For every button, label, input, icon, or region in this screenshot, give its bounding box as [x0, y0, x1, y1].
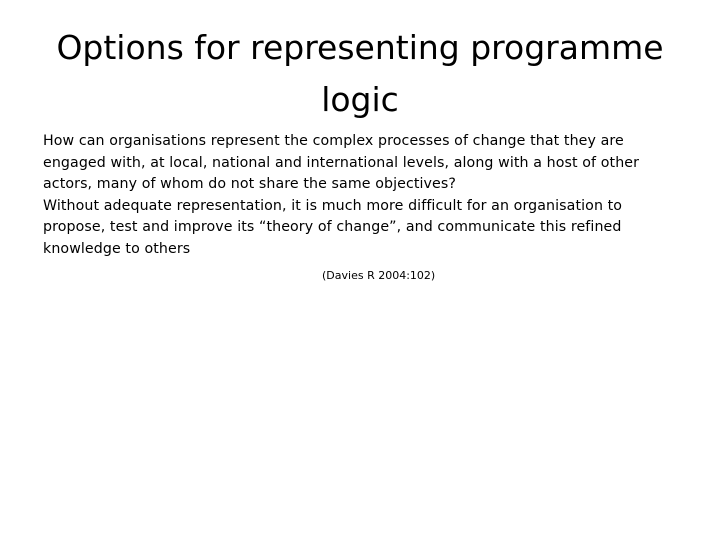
slide-title: Options for representing programme logic [56, 28, 664, 119]
citation: (Davies R 2004:102) [322, 269, 436, 282]
paragraph-question: How can organisations represent the complex processes of change that they are engaged with, at local, national and international levels, along with a host of other actors, many of whom do not share the same objectives? [43, 133, 640, 192]
paragraph-representation: Without adequate representation, it is much more difficult for an organisation to propose, test and improve its “theory of change”, and communicate this refined knowledge to others [43, 197, 623, 257]
body-text [43, 131, 683, 260]
